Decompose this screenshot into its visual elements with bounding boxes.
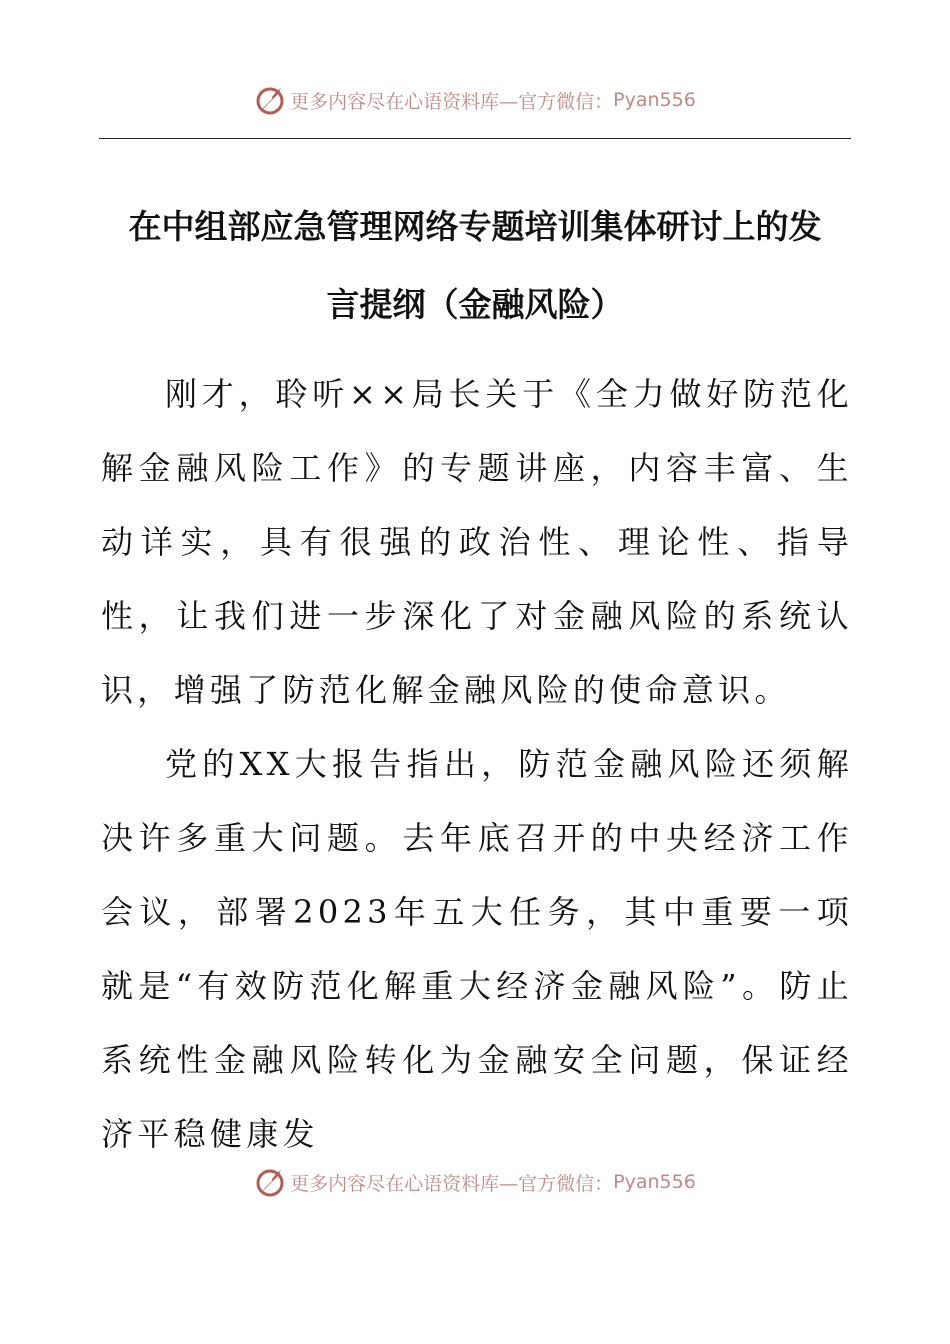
paragraph-1: 刚才，聆听××局长关于《全力做好防范化解金融风险工作》的专题讲座，内容丰富、生动详实，具有很强的政治性、理论性、指导性，让我们进一步深化了对金融风险的系统认识，增强了防范化解金融风险的使命意识。 xyxy=(101,375,853,709)
quill-logo-icon xyxy=(254,84,286,116)
footer-watermark xyxy=(0,1162,950,1202)
watermark-wechat-id: Pyan556 xyxy=(613,89,696,111)
document-body xyxy=(101,357,853,1171)
watermark-text: 更多内容尽在心语资料库—官方微信： xyxy=(290,1172,614,1195)
header-watermark xyxy=(0,80,950,120)
quill-logo-icon xyxy=(254,1166,286,1198)
watermark-wechat-id: Pyan556 xyxy=(613,1171,696,1193)
paragraph-2: 党的XX大报告指出，防范金融风险还须解决许多重大问题。去年底召开的中央经济工作会议，部署2023年五大任务，其中重要一项就是“有效防范化解重大经济金融风险”。防止系统性金融风险转化为金融安全问题，保证经济平稳健康发 xyxy=(101,745,853,1153)
document-title xyxy=(90,188,860,344)
watermark-text: 更多内容尽在心语资料库—官方微信： xyxy=(290,90,614,113)
title-line-1: 在中组部应急管理网络专题培训集体研讨上的发 xyxy=(128,207,822,246)
header-divider xyxy=(99,138,851,139)
title-line-2: 言提纲（金融风险） xyxy=(326,285,624,324)
